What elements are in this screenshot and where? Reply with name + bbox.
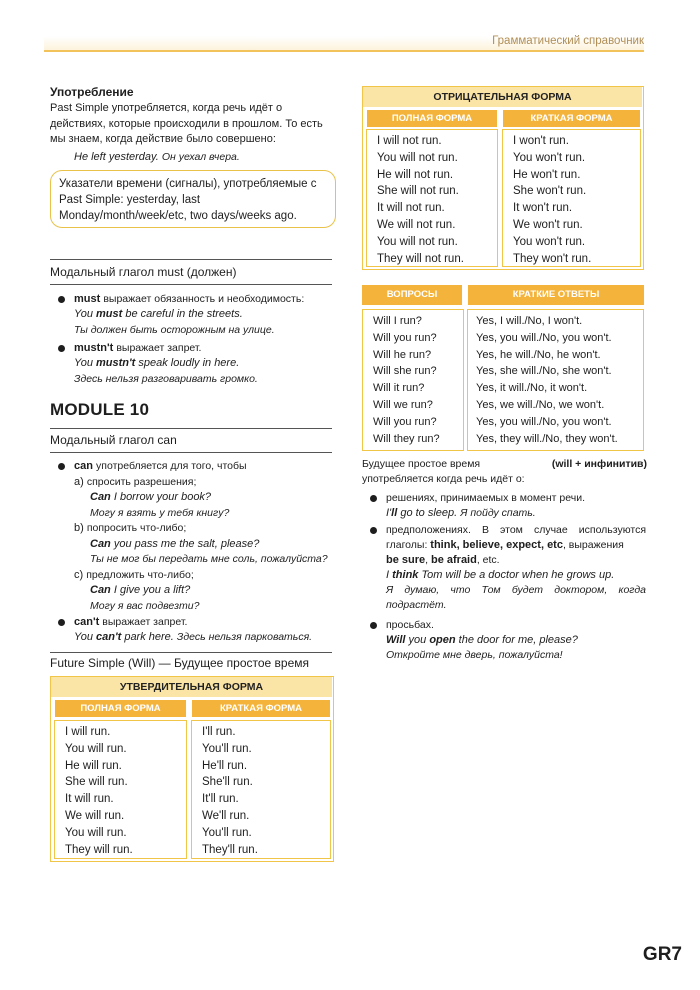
must-desc: выражает обязанность и необходимость: [103,293,305,305]
table-row: Yes, we will./No, we won't. [476,398,605,411]
table-row: Will I run? [373,315,422,327]
must-keyword: must [74,293,101,305]
can-b-example-kw: Can [90,537,111,550]
future-b3-ex-kw2: open [429,634,456,646]
usage-heading: Употребление [50,85,134,99]
table-row: She won't run. [513,185,587,198]
negative-full-header: ПОЛНАЯ ФОРМА [367,110,497,127]
table-row: She will not run. [377,185,459,198]
table-row: Will she run? [373,365,437,378]
mustnt-example-kw: mustn't [96,357,136,369]
table-row: You will run. [65,742,127,755]
table-row: We will run. [65,809,125,822]
table-row: I won't run. [513,135,569,147]
future-usage-intro2: употребляется когда речь идёт о: [362,473,525,485]
table-row: We'll run. [202,809,250,822]
future-b2-be-afraid: be afraid [430,554,477,566]
can-desc: употребляется для того, чтобы [96,460,247,472]
table-row: We won't run. [513,218,583,231]
affirmative-short-cell [191,720,331,859]
negative-short-cell [502,129,641,267]
table-row: You won't run. [513,151,586,164]
bullet-icon [370,527,377,534]
future-usage-item-1 [386,491,646,521]
future-b2-text1: предположениях. В этом случае используются [386,524,646,536]
can-a-label: a) [74,475,84,488]
table-row: You will run. [65,826,127,839]
table-row: It will run. [65,793,114,806]
cant-example-post: park here. [121,631,174,643]
usage-example [74,150,335,165]
can-a-example-post: I borrow your book? [110,491,212,503]
future-b3-text: просьбах. [386,619,434,631]
future-heading: Future Simple (Will) — Будущее простое время [50,656,310,670]
table-row: They will not run. [377,252,464,265]
usage-example-en: He left yesterday. [74,150,159,163]
affirmative-title: УТВЕРДИТЕЛЬНАЯ ФОРМА [51,677,332,697]
can-c-example-post: I give you a lift? [110,584,191,596]
bullet-icon [58,296,65,303]
table-row: She'll run. [202,776,253,789]
must-example-post: be careful in the streets. [122,308,243,320]
future-b1-ex-post: go to sleep. [397,507,458,519]
negative-short-header: КРАТКАЯ ФОРМА [503,110,640,127]
bullet-icon [58,345,65,352]
table-row: She will run. [65,776,128,789]
table-row: Yes, I will./No, I won't. [476,315,583,327]
cant-keyword: can't [74,616,100,628]
table-row: Will they run? [373,432,440,445]
table-row: They'll run. [202,843,258,856]
usage-text: Past Simple употребляется, когда речь идёт о действиях, которые происходили в прошлом. То есть мы знаем, когда действие было совершено: [50,102,323,145]
can-b-example-ru: Ты не мог бы передать мне соль, пожалуйста? [90,553,328,565]
can-a-example-kw: Can [90,491,111,503]
cant-desc: выражает запрет. [102,616,188,628]
cant-example-pre: You [74,631,97,643]
bullet-icon [58,619,65,626]
future-b3-ex-post: the door for me, please? [455,634,578,646]
table-row: You'll run. [202,826,252,839]
divider [50,452,332,453]
table-row: He won't run. [513,168,581,181]
bullet-icon [370,495,377,502]
future-usage-intro-text: Будущее простое время [362,458,481,470]
mustnt-example-ru: Здесь нельзя разговаривать громко. [74,373,258,385]
future-usage-b1-text: решениях, принимаемых в момент речи. [386,492,585,504]
time-signals-text: Указатели времени (сигналы), употребляемые с Past Simple: yesterday, last Monday/month/week/etc, two days/weeks ago. [59,178,317,222]
must-example-kw: must [96,308,123,320]
negative-full-cell [366,129,498,267]
table-row: Yes, she will./No, she won't. [476,365,612,378]
divider [50,284,332,285]
answers-header: КРАТКИЕ ОТВЕТЫ [468,285,644,305]
table-row: I will not run. [377,135,442,147]
future-usage-item-2 [386,523,646,613]
table-row: You won't run. [513,235,586,248]
table-row: You will not run. [377,235,458,248]
can-c-example-ru: Могу я вас подвезти? [90,599,200,612]
can-b-example-post: you pass me the salt, please? [110,537,260,550]
can-b-label: b) [74,522,84,534]
divider [50,259,332,260]
bullet-icon [370,622,377,629]
table-row: I will run. [65,726,111,738]
future-b2-etc: , etc. [476,554,500,566]
table-row: It'll run. [202,793,239,806]
mustnt-example-pre: You [74,357,97,369]
can-b-text: попросить что-либо; [86,522,187,534]
page-header-title: Грамматический справочник [492,35,644,47]
table-row: Yes, they will./No, they won't. [476,432,618,445]
future-b1-ex-pre: I' [386,507,392,519]
future-b2-ru2: подрастёт. [386,599,447,611]
table-row: It will not run. [377,202,445,215]
future-b2-ex-post: Tom will be a doctor when he grows up. [418,569,615,581]
can-c-example-kw: Can [90,584,111,596]
future-b2-sep: , [425,554,431,566]
table-row: They will run. [65,843,133,856]
table-row: He'll run. [202,759,248,772]
must-example-pre: You [74,308,97,320]
table-row: Will you run? [373,331,437,344]
cant-example-ru: Здесь нельзя парковаться. [176,631,313,643]
table-row: Yes, you will./No, you won't. [476,331,612,344]
time-signals-box [50,170,336,228]
cant-example-kw: can't [96,631,122,643]
future-b2-ex-kw: think [392,569,419,581]
future-b2-ru1: Я думаю, что Том будет доктором, когда [386,584,646,596]
divider [50,652,332,653]
table-row: I'll run. [202,726,236,738]
table-row: Will he run? [373,348,432,361]
table-row: Yes, you will./No, you won't. [476,415,612,428]
can-a-text: спросить разрешения; [86,475,197,488]
future-b3-ex-kw1: Will [386,634,406,646]
future-usage-formula: (will + инфинитив) [551,458,647,470]
module-title: MODULE 10 [50,400,150,419]
future-b2-text2a: глаголы: [386,539,431,551]
future-b1-ex-kw: ll [391,507,398,519]
future-usage-item-3 [386,618,646,663]
questions-header: ВОПРОСЫ [362,285,462,305]
future-b3-ru: Откройте мне дверь, пожалуйста! [386,649,563,661]
table-row: It won't run. [513,202,573,215]
future-b2-text2b: , выражения [562,539,624,551]
future-b2-ex-pre: I [386,569,393,581]
table-row: They won't run. [513,252,592,265]
affirmative-table [50,676,334,862]
table-row: Yes, it will./No, it won't. [476,382,588,395]
divider [50,428,332,429]
can-heading: Модальный глагол can [50,433,177,447]
questions-cell [362,309,464,451]
table-row: You will not run. [377,151,458,164]
table-row: We will not run. [377,218,456,231]
usage-example-ru: Он уехал вчера. [161,150,240,163]
mustnt-desc: выражает запрет. [116,342,202,354]
negative-title: ОТРИЦАТЕЛЬНАЯ ФОРМА [363,87,642,107]
header-rule [44,50,644,52]
bullet-icon [58,463,65,470]
negative-table [362,86,644,270]
future-b1-ru: Я пойду спать. [460,507,536,519]
questions-table [362,285,644,451]
affirmative-full-cell [54,720,187,859]
table-row: You'll run. [202,742,252,755]
usage-section [50,85,335,165]
page-number: GR7 [642,944,682,965]
mustnt-item [74,341,339,387]
answers-cell [467,309,644,451]
table-row: Yes, he will./No, he won't. [476,348,601,361]
can-c-label: c) [74,568,84,581]
must-item-1 [74,292,339,338]
can-item [74,459,344,614]
can-c-text: предложить что-либо; [86,568,194,581]
future-b3-ex-mid: you [405,634,430,646]
can-keyword: can [74,460,93,472]
table-row: Will we run? [373,398,433,411]
mustnt-keyword: mustn't [74,342,114,354]
must-example-ru: Ты должен быть осторожным на улице. [74,324,275,336]
must-heading: Модальный глагол must (должен) [50,265,237,279]
can-a-example-ru: Могу я взять у тебя книгу? [90,506,230,519]
future-b2-verbs: think, believe, expect, etc [430,539,563,551]
table-row: Will you run? [373,415,437,428]
future-usage-intro [362,457,647,487]
future-b2-be-sure: be sure [386,554,426,566]
mustnt-example-post: speak loudly in here. [135,357,240,369]
cant-item [74,615,344,645]
table-row: He will not run. [377,168,454,181]
affirmative-full-header: ПОЛНАЯ ФОРМА [55,700,186,717]
affirmative-short-header: КРАТКАЯ ФОРМА [192,700,330,717]
table-row: Will it run? [373,382,425,395]
table-row: He will run. [65,759,122,772]
